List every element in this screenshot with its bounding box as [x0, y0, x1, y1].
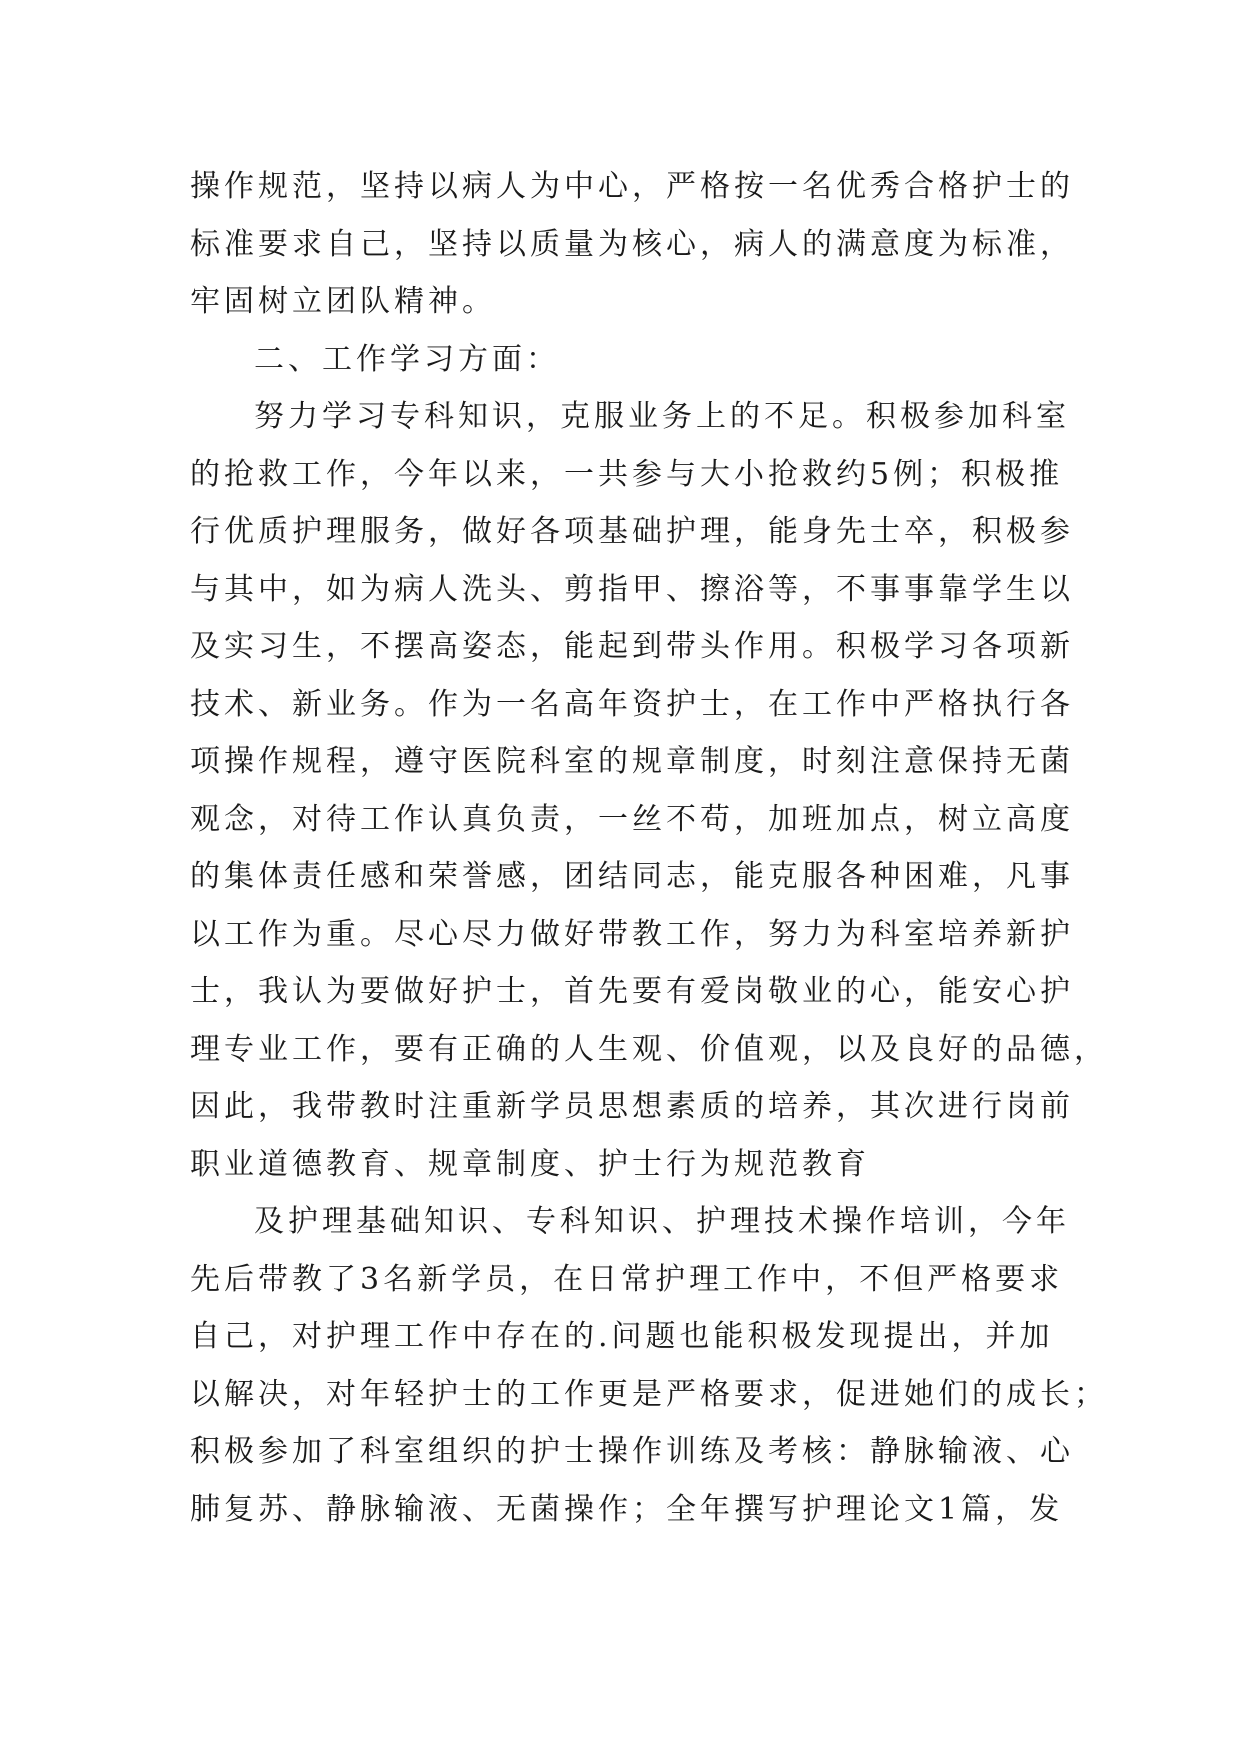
text-line: 先后带教了3名新学员，在日常护理工作中，不但严格要求 — [190, 1261, 1064, 1297]
text-line: 及实习生，不摆高姿态，能起到带头作用。积极学习各项新 — [190, 629, 1074, 664]
text-line: 标准要求自己，坚持以质量为核心，病人的满意度为标准， — [190, 226, 1074, 262]
text-line: 积极参加了科室组织的护士操作训练及考核：静脉输液、心 — [190, 1434, 1074, 1469]
text-line: 自己，对护理工作中存在的.问题也能积极发现提出，并加 — [190, 1319, 1054, 1354]
paragraph-start: 及护理基础知识、专科知识、护理技术操作培训，今年 — [254, 1204, 1070, 1239]
text-line: 项操作规程，遵守医院科室的规章制度，时刻注意保持无菌 — [190, 744, 1074, 779]
text-line: 士，我认为要做好护士，首先要有爱岗敬业的心，能安心护 — [190, 974, 1074, 1009]
text-line: 职业道德教育、规章制度、护士行为规范教育 — [190, 1146, 870, 1182]
text-line: 以工作为重。尽心尽力做好带教工作，努力为科室培养新护 — [190, 916, 1074, 952]
text-line: 因此，我带教时注重新学员思想素质的培养，其次进行岗前 — [190, 1089, 1074, 1124]
text-line: 与其中，如为病人洗头、剪指甲、擦浴等，不事事靠学生以 — [190, 571, 1074, 607]
text-line: 操作规范，坚持以病人为中心，严格按一名优秀合格护士的 — [190, 169, 1074, 204]
text-line: 的抢救工作，今年以来，一共参与大小抢救约5例；积极推 — [190, 456, 1064, 492]
text-line: 技术、新业务。作为一名高年资护士，在工作中严格执行各 — [190, 686, 1074, 722]
text-line: 理专业工作，要有正确的人生观、价值观，以及良好的品德， — [190, 1031, 1108, 1067]
paragraph-start: 努力学习专科知识，克服业务上的不足。积极参加科室 — [254, 399, 1070, 434]
text-line: 肺复苏、静脉输液、无菌操作；全年撰写护理论文1篇，发 — [190, 1491, 1064, 1527]
text-line: 牢固树立团队精神。 — [190, 284, 496, 319]
document-page — [190, 158, 1108, 1538]
text-line: 行优质护理服务，做好各项基础护理，能身先士卒，积极参 — [190, 514, 1074, 549]
text-line: 观念，对待工作认真负责，一丝不苟，加班加点，树立高度 — [190, 801, 1074, 837]
text-line: 的集体责任感和荣誉感，团结同志，能克服各种困难，凡事 — [190, 859, 1074, 894]
section-heading: 二、工作学习方面： — [254, 341, 560, 377]
text-line: 以解决，对年轻护士的工作更是严格要求，促进她们的成长； — [190, 1376, 1108, 1412]
